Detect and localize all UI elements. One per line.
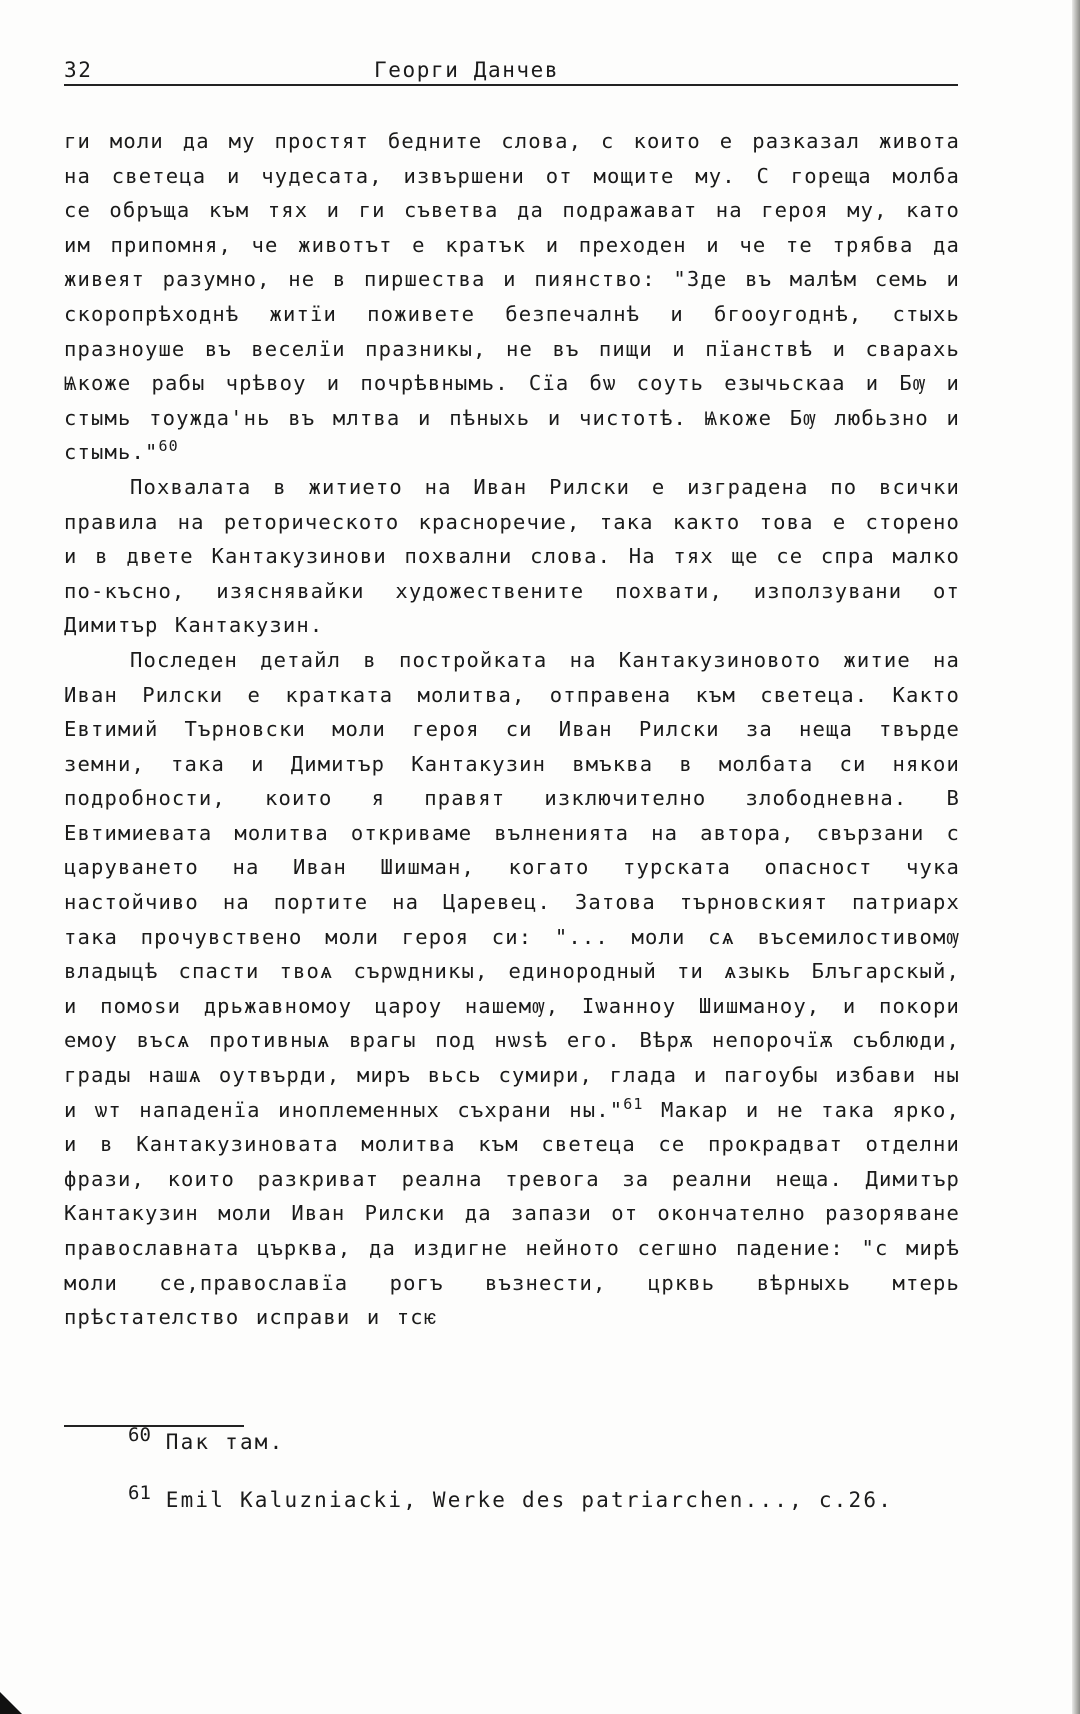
footnote-number: 61 <box>128 1482 151 1504</box>
paragraph-3-continuation: Макар и не така ярко, и в Кантакузиновата молитва към светеца се прокрадват отделни фрази, които разкриват реална тревога за реални неща. Димитър Кантакузин моли Иван Рилски да запази от окончателно разоряване православната църква, да издигне нейното сегшно падение: "с мирѣ моли се,православїа рогъ възнести, црквь вѣрныхь мтерь прѣстателство исправи и тсѥ <box>64 1097 960 1330</box>
paragraph-1-text: ги моли да му простят бедните слова, с които е разказал живота на светеца и чудесата, извършени от мощите му. С гореща молба се обръща към тях и ги съветва да подражават на героя му, като им припомня, че животът е кратък и преходен и че те трябва да живеят разумно, не в пиршества и пиянство: "Зде въ малѣм семь и скоропрѣходнѣ житїи поживете безпечалнѣ и бгооугоднѣ, стыхь празноуше въ веселїи празникы, не въ пищи и пїанствѣ и сварахь Ѩкоже рабы чрѣвоу и почрѣвнымь. Сїа бѡ соуть езычьскаа и Бѹ и стымь тоужда'нь въ млтва и пѣныхь и чистотѣ. Ѩкоже Бѹ любьзно и стымь." <box>64 129 960 465</box>
body-text <box>64 124 960 1335</box>
footnote-ref-61: 61 <box>623 1094 644 1113</box>
footnote-separator <box>64 1425 244 1427</box>
footnote-ref-60: 60 <box>158 437 179 456</box>
footnote-number: 60 <box>128 1424 151 1446</box>
paragraph-1 <box>64 124 960 470</box>
footnote-60 <box>128 1424 285 1454</box>
page-header <box>64 54 958 86</box>
paragraph-3-text: Последен детайл в постройката на Кантакузиновото житие на Иван Рилски е кратката молитва, отправена към светеца. Както Евтимий Търновски моли героя си Иван Рилски за неща твърде земни, така и Димитър Кантакузин вмъква в молбата си някои подробности, които я правят изключително злободневна. В Евтимиевата молитва откриваме вълненията на автора, свързани с царуването на Иван Шишман, когато турската опасност чука настойчиво на портите на Царевец. Затова търновският патриарх така прочувствено моли героя си: "... моли сѧ въсемилостивомѹ владыцѣ спасти твоѧ сърѡдникы, единородный ти ѧзыкь Блъгарскый, и помоѕи дрьжавномоу цароу нашемѹ, Іѡанноу Шишманоу, и покори емоу въсѧ противныѧ врагы под нѡѕѣ его. Вѣрѫ непорочїѫ съблюди, грады нашѧ оутвърди, миръ вьсь сумири, глада и пагоубы избави ны и ѡт нападенїа иноплеменных съхрани ны." <box>64 647 960 1122</box>
page-number: 32 <box>64 58 93 82</box>
running-title: Георги Данчев <box>374 58 560 82</box>
paragraph-2: Похвалата в житието на Иван Рилски е изградена по всички правила на реторическото красноречие, така както това е сторено и в двете Кантакузинови похвални слова. На тях ще се спра малко по-късно, изяснявайки художествените похвати, използувани от Димитър Кантакузин. <box>64 474 960 638</box>
binding-edge <box>1072 0 1080 1714</box>
footnote-text: Пак там. <box>165 1430 285 1454</box>
footnote-text: Emil Kaluzniacki, Werke des patriarchen..., с.26. <box>165 1488 894 1512</box>
scan-corner-shadow <box>0 1692 22 1714</box>
paragraph-3 <box>64 643 960 1335</box>
footnote-61 <box>128 1482 894 1512</box>
